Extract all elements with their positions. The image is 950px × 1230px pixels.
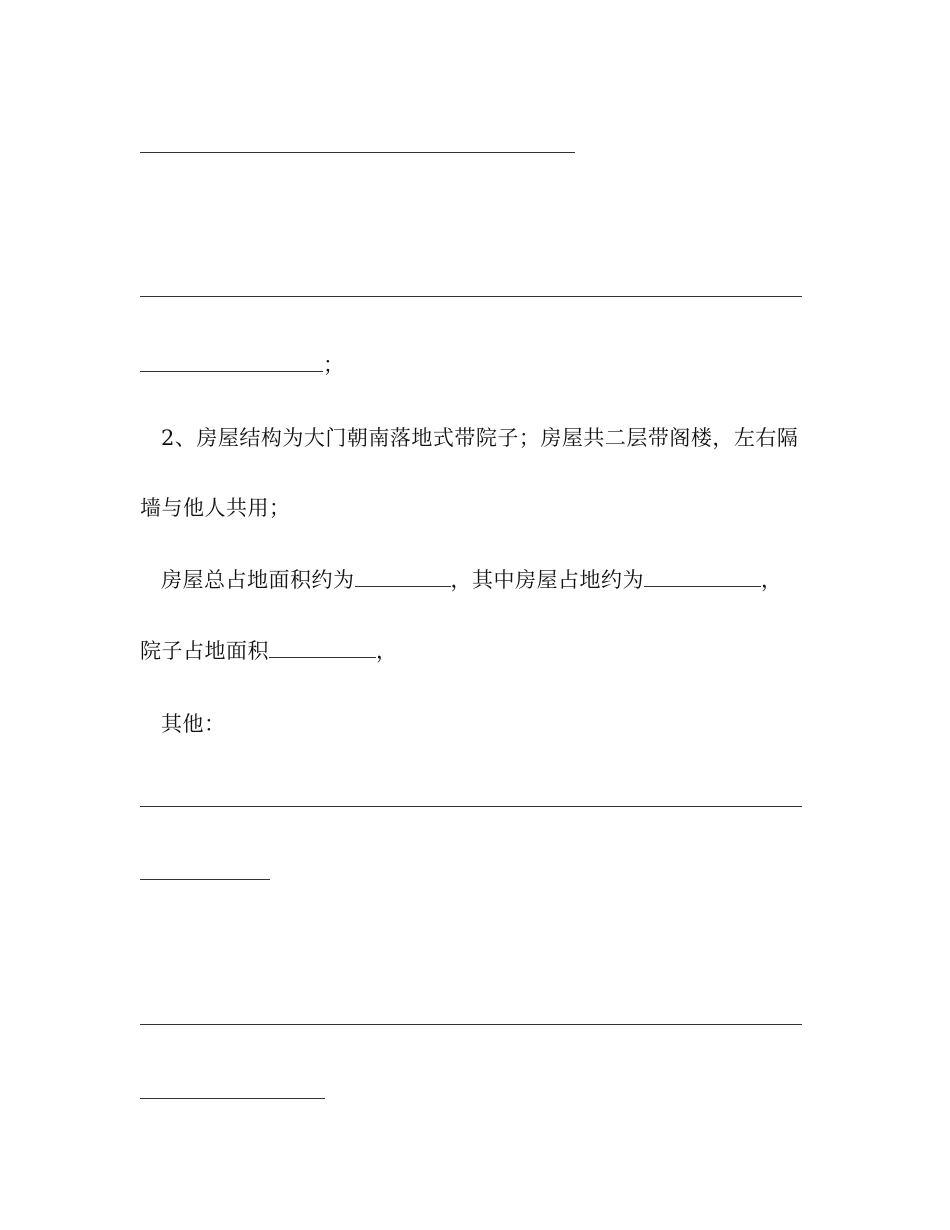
fill-in-line xyxy=(140,152,575,153)
clause-2-line-1: 2、房屋结构为大门朝南落地式带院子；房屋共二层带阁楼，左右隔 xyxy=(161,426,799,450)
fill-in-line xyxy=(140,1098,325,1099)
fill-in-line xyxy=(140,296,802,297)
semicolon: ； xyxy=(323,353,345,377)
comma: ， xyxy=(376,639,398,663)
fill-in-line xyxy=(140,879,270,880)
yard-area-label: 院子占地面积 xyxy=(140,639,269,663)
fill-in-blank xyxy=(140,351,323,372)
clause-2-line-2: 墙与他人共用； xyxy=(140,496,291,520)
fill-in-line xyxy=(140,1024,802,1025)
total-area-row xyxy=(161,566,783,594)
yard-area-row xyxy=(140,637,398,665)
house-area-label: ，其中房屋占地约为 xyxy=(450,568,644,592)
other-label: 其他： xyxy=(161,712,226,736)
fill-in-line xyxy=(140,806,802,807)
fill-in-row xyxy=(140,351,345,379)
total-area-blank xyxy=(355,566,451,587)
total-area-label: 房屋总占地面积约为 xyxy=(161,568,355,592)
house-area-blank xyxy=(644,566,761,587)
comma: ， xyxy=(761,568,783,592)
yard-area-blank xyxy=(269,637,376,658)
